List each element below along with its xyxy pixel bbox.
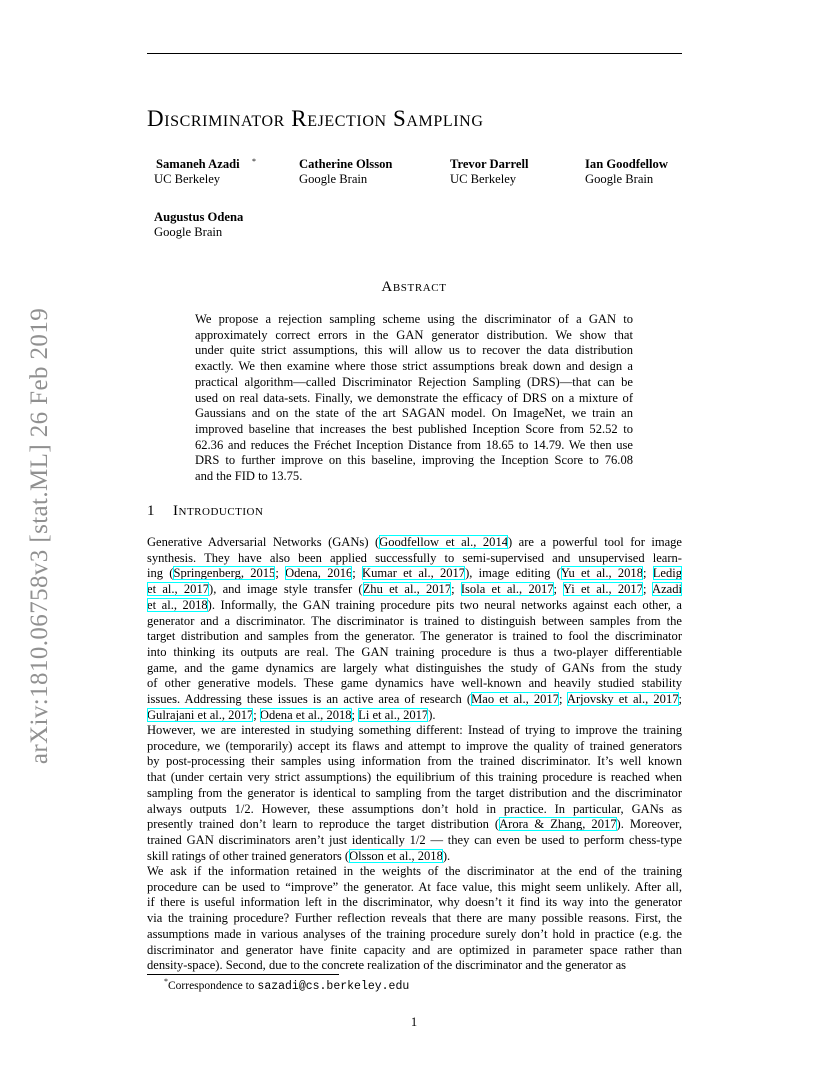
text-run: ;	[642, 566, 653, 581]
text-run: into thinking its outputs are real. The GAN training procedure is thus a two-player differentiable	[147, 644, 682, 659]
text-run: However, we are interested in studying something different: Instead of trying to improve the training	[147, 723, 682, 737]
abstract-line: under quite strict assumptions, this will allow us to recover the data distribution	[195, 343, 633, 358]
text-run: ), image editing (	[465, 566, 561, 581]
text-run: ;	[451, 582, 461, 597]
abstract-line: practical algorithm—called Discriminator Rejection Sampling (DRS)—that can be	[195, 374, 633, 389]
text-line	[147, 849, 682, 865]
text-run: ;	[352, 566, 363, 581]
text-run: sampling from the generator is identical to sampling from the target distribution and the discriminator	[147, 785, 682, 800]
footnote-rule	[147, 974, 339, 975]
text-line	[147, 927, 682, 943]
author-2	[299, 157, 392, 187]
citation-link[interactable]: Odena et al., 2018	[259, 707, 352, 722]
citation-link[interactable]: Azadi	[652, 582, 682, 597]
top-rule	[147, 53, 682, 54]
text-run: We ask if the information retained in the weights of the discriminator at the end of the training	[147, 864, 682, 878]
abstract-heading: Abstract	[381, 279, 447, 295]
abstract-line: approximately correct errors in the GAN generator distribution. We show that	[195, 327, 633, 342]
text-line	[147, 645, 682, 661]
citation-link[interactable]: et al., 2017	[147, 582, 210, 597]
author-affiliation: UC Berkeley	[154, 172, 221, 186]
text-line	[147, 754, 682, 770]
text-run: game, and the game dynamics are largely what distinguishes the study of GANs from the study	[147, 660, 682, 675]
text-run: discriminator and generator have finite capacity and are optimized in parameter space rather than	[147, 942, 682, 957]
text-run: ), and image style transfer (	[209, 582, 363, 597]
author-3	[450, 157, 528, 187]
abstract-line: Gaussians and on the state of the art SAGAN model. On ImageNet, we train an	[195, 406, 633, 421]
text-line	[147, 676, 682, 692]
text-line	[147, 629, 682, 645]
abstract-line: DRS to further improve on this baseline, improving the Inception Score to 76.08	[195, 453, 633, 468]
text-run: ).	[442, 848, 451, 863]
citation-link[interactable]: Olsson et al., 2018	[349, 848, 443, 863]
author-affiliation: Google Brain	[154, 225, 223, 239]
footnote-marker: *	[164, 977, 168, 986]
text-line	[147, 880, 682, 896]
citation-link[interactable]: Arjovsky et al., 2017	[566, 692, 679, 707]
intro-paragraph-1	[147, 535, 682, 723]
abstract-line: We propose a rejection sampling scheme using the discriminator of a GAN to	[195, 312, 633, 326]
text-line	[147, 864, 682, 880]
footnote	[164, 977, 409, 993]
text-run: always outputs 1/2. However, these assumptions don’t hold in practice. In particular, GANs as	[147, 801, 682, 816]
text-line	[147, 958, 682, 974]
abstract-line: and the FID to 13.75.	[195, 469, 303, 484]
abstract-line: 62.36 and reduces the Fréchet Inception Distance from 18.65 to 14.79. We then use	[195, 437, 633, 452]
citation-link[interactable]: Gulrajani et al., 2017	[147, 707, 254, 722]
author-affiliation: UC Berkeley	[450, 172, 517, 186]
citation-link[interactable]: Isola et al., 2017	[460, 582, 554, 597]
text-run: ing (	[147, 566, 174, 581]
text-line	[147, 911, 682, 927]
author-4	[585, 157, 668, 187]
text-line	[147, 739, 682, 755]
abstract-line: used on real data-sets. Finally, we demonstrate the efficacy of DRS on a mixture of	[195, 390, 633, 405]
text-run: Generative Adversarial Networks (GANs) (	[147, 535, 380, 549]
text-run: by post-processing their samples using information from the trained discriminator. It’s well known	[147, 754, 682, 769]
text-line	[147, 943, 682, 959]
text-run: ;	[351, 707, 359, 722]
text-run: ).	[428, 707, 436, 722]
text-line	[147, 661, 682, 677]
text-run: skill ratings of other trained generators (	[147, 848, 350, 863]
citation-link[interactable]: Yu et al., 2018	[560, 566, 643, 581]
text-line	[147, 708, 682, 724]
citation-link[interactable]: Mao et al., 2017	[471, 692, 559, 707]
section-title: Introduction	[173, 503, 264, 519]
text-run: of other generative models. These game dynamics have well-known and heavily studied stability	[147, 676, 682, 691]
text-run: density-space). Second, due to the concrete realization of the discriminator and the generator as	[147, 958, 627, 973]
abstract-body	[195, 312, 633, 485]
text-run: presently trained don’t learn to reproduce the target distribution (	[147, 817, 500, 832]
text-run: ). Moreover,	[616, 817, 682, 832]
author-name: Ian Goodfellow	[585, 157, 668, 171]
intro-paragraph-2	[147, 723, 682, 864]
text-run: ). Informally, the GAN training procedure pits two neural networks against each other, a	[207, 597, 682, 612]
author-name: Samaneh Azadi	[156, 157, 240, 171]
text-run: issues. Addressing these issues is an active area of research (	[147, 692, 472, 707]
intro-paragraph-3	[147, 864, 682, 974]
footnote-text: Correspondence to	[168, 979, 258, 992]
citation-link[interactable]: Ledig	[652, 566, 682, 581]
text-line	[147, 551, 682, 567]
text-line	[147, 582, 682, 598]
text-run: ;	[253, 707, 260, 722]
text-run: trained GAN discriminators aren’t just identically 1/2 — they can even be used to perform chess-type	[147, 832, 682, 847]
citation-link[interactable]: et al., 2018	[147, 597, 208, 612]
citation-link[interactable]: Odena, 2016	[285, 566, 353, 581]
citation-link[interactable]: Arora & Zhang, 2017	[499, 817, 617, 832]
text-run: procedure, we (temporarily) accept its flaws and attempt to improve the quality of trained generators	[147, 738, 682, 753]
text-line	[147, 770, 682, 786]
text-line	[147, 833, 682, 849]
text-line	[147, 614, 682, 630]
arxiv-identifier: arXiv:1810.06758v3 [stat.ML] 26 Feb 2019	[26, 307, 53, 765]
footnote-mark: *	[252, 157, 256, 166]
text-run: ;	[558, 692, 567, 707]
text-run: assumptions made in various analyses of the training procedure surely don’t hold in practice (e.g. the	[147, 926, 682, 941]
citation-link[interactable]: Springenberg, 2015	[173, 566, 276, 581]
citation-link[interactable]: Kumar et al., 2017	[362, 566, 466, 581]
author-name: Catherine Olsson	[299, 157, 393, 171]
text-line	[147, 598, 682, 614]
citation-link[interactable]: Zhu et al., 2017	[362, 582, 452, 597]
abstract-line: exactly. We then examine where those strict assumptions break down and design a	[195, 359, 633, 374]
text-run: target distribution and samples from the generator. The generator is trained to fool the discriminator	[147, 629, 682, 644]
text-run: ;	[275, 566, 286, 581]
text-line	[147, 895, 682, 911]
citation-link[interactable]: Goodfellow et al., 2014	[379, 535, 508, 549]
author-1	[154, 157, 256, 187]
author-affiliation: Google Brain	[585, 172, 654, 186]
text-line	[147, 566, 682, 582]
text-run: via the training procedure? Further reflection reveals that there are many possible reasons. First, the	[147, 911, 682, 926]
author-name: Augustus Odena	[154, 210, 244, 224]
text-line	[147, 723, 682, 739]
text-run: if there is useful information left in the discriminator, why doesn’t it find its way into the generator	[147, 895, 682, 910]
citation-link[interactable]: Li et al., 2017	[358, 707, 429, 722]
text-run: synthesis. They have also been applied successfully to semi-supervised and unsupervised learn-	[147, 550, 682, 565]
text-run: ;	[553, 582, 563, 597]
citation-link[interactable]: Yi et al., 2017	[562, 582, 643, 597]
section-heading	[147, 503, 263, 520]
author-5	[154, 210, 243, 240]
text-run: ;	[642, 582, 653, 597]
text-line	[147, 802, 682, 818]
text-run: ;	[678, 692, 682, 707]
page-number: 1	[410, 1015, 418, 1029]
text-run: ) are a powerful tool for image	[508, 535, 683, 549]
text-run: generator and a discriminator. The discriminator is trained to distinguish between samples from the	[147, 613, 682, 628]
author-name: Trevor Darrell	[450, 157, 529, 171]
abstract-line: improved baseline that increases the best published Inception Score from 52.52 to	[195, 421, 633, 436]
paper-title: Discriminator Rejection Sampling	[147, 106, 484, 131]
text-run: procedure can be used to “improve” the generator. At face value, this might seem unlikely. After all,	[147, 879, 682, 894]
text-run: that (under certain very strict assumptions) the equilibrium of this training procedure is reached when	[147, 770, 682, 785]
text-line	[147, 692, 682, 708]
text-line	[147, 786, 682, 802]
footnote-email[interactable]: sazadi@cs.berkeley.edu	[257, 979, 410, 993]
text-line	[147, 535, 682, 551]
author-affiliation: Google Brain	[299, 172, 368, 186]
text-line	[147, 817, 682, 833]
section-number: 1	[147, 503, 155, 519]
